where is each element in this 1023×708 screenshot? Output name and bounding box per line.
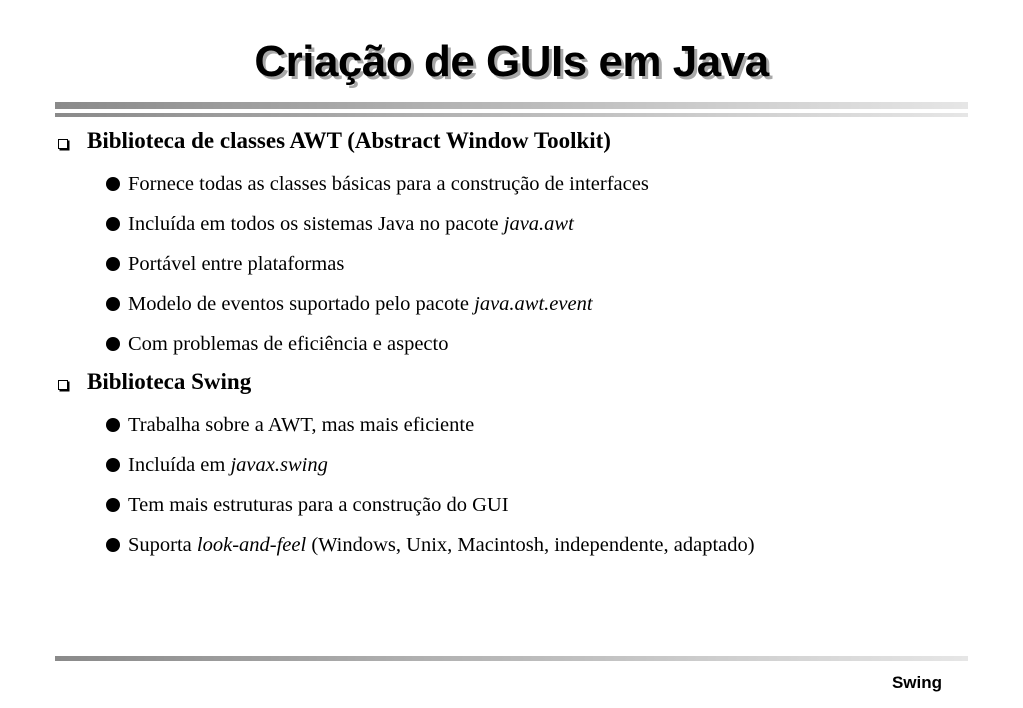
section-heading [55,124,968,160]
bullet-item [55,325,968,365]
round-bullet-icon [106,177,120,191]
bullet-item [55,406,968,446]
bullet-text: Com problemas de eficiência e aspecto [128,333,449,355]
slide-title: Criação de GUIs em Java [254,37,769,86]
bullet-item [55,526,968,566]
round-bullet-icon [106,538,120,552]
bullet-text: Suporta [128,534,197,556]
bullet-text-after: (Windows, Unix, Macintosh, independente, adaptado) [306,534,755,556]
bullet-text: Tem mais estruturas para a construção do GUI [128,494,509,516]
section-heading [55,365,968,401]
bullet-item [55,446,968,486]
bullet-text: Portável entre plataformas [128,253,345,275]
bullet-item [55,165,968,205]
bullet-item [55,205,968,245]
section-heading-text: Biblioteca Swing [87,369,252,394]
title-divider-thick [55,102,968,109]
round-bullet-icon [106,337,120,351]
bullet-text: Fornece todas as classes básicas para a construção de interfaces [128,173,649,195]
bullet-code: javax.swing [230,454,328,476]
bullet-text: Modelo de eventos suportado pelo pacote [128,293,475,315]
bullet-text: Trabalha sobre a AWT, mas mais eficiente [128,414,475,436]
square-bullet-icon [58,380,68,390]
slide-body [55,124,968,566]
round-bullet-icon [106,498,120,512]
bullet-item [55,245,968,285]
bullet-item [55,486,968,526]
bullet-code: java.awt.event [474,293,593,315]
footer-label: Swing [891,673,942,692]
round-bullet-icon [106,257,120,271]
title-divider-thin [55,113,968,117]
round-bullet-icon [106,297,120,311]
round-bullet-icon [106,217,120,231]
bullet-text: Incluída em [128,454,231,476]
footer-divider [55,656,968,661]
bullet-item [55,285,968,325]
round-bullet-icon [106,458,120,472]
round-bullet-icon [106,418,120,432]
section-heading-text: Biblioteca de classes AWT (Abstract Window Toolkit) [87,128,611,153]
bullet-code: look-and-feel [196,534,307,556]
bullet-text: Incluída em todos os sistemas Java no pacote [128,213,504,235]
bullet-code: java.awt [503,213,574,235]
square-bullet-icon [58,139,68,149]
